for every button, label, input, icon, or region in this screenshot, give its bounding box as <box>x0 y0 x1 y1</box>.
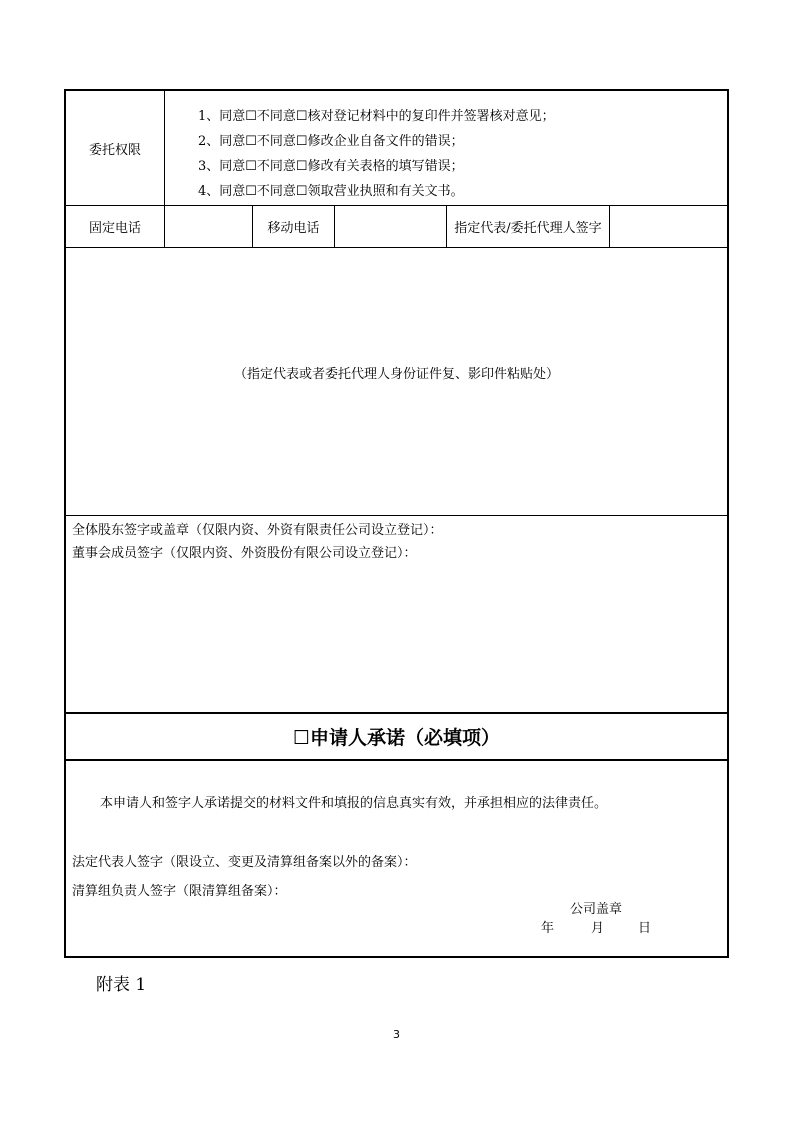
shareholders-signature[interactable]: 全体股东签字或盖章（仅限内资、外资有限责任公司设立登记）： <box>72 523 443 538</box>
authorization-option-1[interactable]: 1、同意☐不同意☐核对登记材料中的复印件并签署核对意见； <box>198 109 555 124</box>
landline-label: 固定电话 <box>88 221 141 236</box>
appendix-label: 附表 1 <box>96 975 147 995</box>
authorization-option-3[interactable]: 3、同意☐不同意☐修改有关表格的填写错误； <box>198 159 464 174</box>
date-month: 月 <box>591 921 605 936</box>
row-divider <box>64 247 729 248</box>
id-copy-placeholder[interactable]: （指定代表或者委托代理人身份证件复、影印件粘贴处） <box>233 366 559 382</box>
signature-label: 指定代表/委托代理人签字 <box>454 221 602 236</box>
authorization-option-2[interactable]: 2、同意☐不同意☐修改企业自备文件的错误； <box>198 134 464 149</box>
commitment-title: ☐申请人承诺（必填项） <box>292 727 501 749</box>
company-seal-label: 公司盖章 <box>570 902 623 917</box>
row-divider <box>64 759 729 761</box>
authorization-options <box>198 104 555 204</box>
legal-rep-signature[interactable]: 法定代表人签字（限设立、变更及清算组备案以外的备案）： <box>72 855 417 870</box>
landline-field[interactable] <box>165 206 252 247</box>
table-border-right <box>727 89 729 958</box>
commitment-statement: 本申请人和签字人承诺提交的材料文件和填报的信息真实有效，并承担相应的法律责任。 <box>100 796 608 811</box>
row-divider <box>64 515 729 516</box>
authorization-label: 委托权限 <box>88 142 141 158</box>
mobile-field[interactable] <box>335 206 446 247</box>
table-border-bottom <box>64 956 729 958</box>
page-number: 3 <box>393 1028 400 1041</box>
date-day: 日 <box>638 921 652 936</box>
liquidation-head-signature[interactable]: 清算组负责人签字（限清算组备案）： <box>72 884 287 899</box>
directors-signature[interactable]: 董事会成员签字（仅限内资、外资股份有限公司设立登记）： <box>72 546 417 561</box>
mobile-label: 移动电话 <box>267 221 320 236</box>
authorization-option-4[interactable]: 4、同意☐不同意☐领取营业执照和有关文书。 <box>198 184 464 199</box>
date-year: 年 <box>541 921 555 936</box>
signature-field[interactable] <box>610 206 727 247</box>
